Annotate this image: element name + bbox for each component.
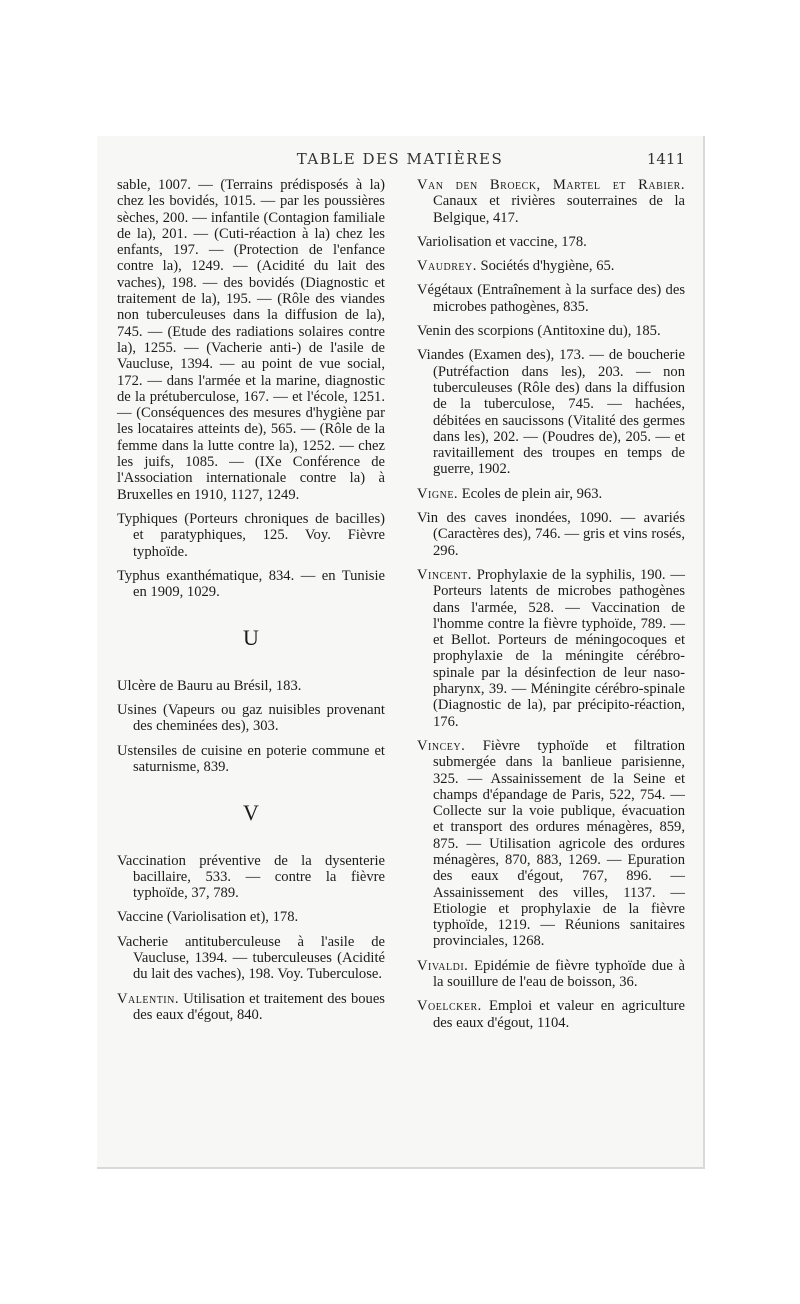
index-entry <box>417 738 685 950</box>
section-letter-u: U <box>243 625 259 651</box>
index-entry <box>117 934 385 983</box>
entry-text: Utilisation et traitement des boues des eaux d'égout, 840. <box>133 990 385 1023</box>
entry-text: Vin des caves inondées, 1090. — avariés (Caractères des), 746. — gris et vins rosés, 296. <box>417 510 685 559</box>
section-letter-v: V <box>243 800 259 826</box>
entry-text: Viandes (Examen des), 173. — de boucherie (Putréfaction dans les), 203. — non tuberculeuses (Rôle des) dans la diffusion de la tuberculose, 745. — hachées, débitées en saucissons (Vitalité des germes dans les), 202. — (Poudres de), 205. — et ravitaillement des troupes en temps de guerre, 1902. <box>417 347 685 478</box>
index-entry <box>417 282 685 315</box>
entry-text: Epidémie de fièvre typhoïde due à la souillure de l'eau de boisson, 36. <box>433 957 685 991</box>
author-name: Vincent. <box>417 566 472 583</box>
entry-text: Vacherie antituberculeuse à l'asile de Vaucluse, 1394. — tuberculeuses (Acidité du lait des vaches), 198. Voy. Tuberculose. <box>117 933 385 983</box>
index-entry <box>417 234 685 250</box>
index-entry <box>417 567 685 730</box>
author-name: Valentin. <box>117 990 180 1007</box>
running-header <box>97 150 703 172</box>
author-name: Vigne. <box>417 485 459 502</box>
right-column <box>417 177 685 1039</box>
index-entry: Ulcère de Bauru au Brésil, 183. <box>117 677 302 694</box>
index-entry-continuation: sable, 1007. — (Terrains prédisposés à la) chez les bovidés, 1015. — par les poussières sèches, 200. — infantile (Contagion familiale de la), 201. — (Cuti-réaction à la) chez les enfants, 197. — (Protection de l'enfance contre la), 1249. — (Acidité du lait des vaches), 198. — des bovidés (Diagnostic et traitement de la), 195. — (Rôle des viandes non tuberculeuses dans la diffusion de la), 745. — (Etude des radiations solaires contre la), 1255. — (Vacherie anti-) de l'asile de Vaucluse, 1394. — au point de vue social, 172. — dans l'armée et la marine, diagnostic de la prétuberculose, 167. — et l'école, 1251. — (Conséquences des mesures d'hygiène par les locataires atteints de), 565. — (Rôle de la femme dans la lutte contre la), 1252. — chez les juifs, 1085. — (IXe Conférence de l'Association internationale contre la) à Bruxelles en 1910, 1127, 1249. <box>117 177 385 503</box>
index-entry <box>417 958 685 991</box>
author-name: Vaudrey. <box>417 258 477 275</box>
author-name: Vivaldi. <box>417 957 469 974</box>
index-entry: Typhiques (Porteurs chroniques de bacilles) et paratyphiques, 125. Voy. Fièvre typhoïde. <box>117 510 385 560</box>
index-entry <box>417 347 685 477</box>
left-column <box>117 177 385 1031</box>
entry-text: Venin des scorpions (Antitoxine du), 185. <box>417 323 661 340</box>
entry-text: Emploi et valeur en agriculture des eaux d'égout, 1104. <box>433 998 685 1031</box>
book-page <box>97 136 705 1169</box>
author-name: Van den Broeck, Martel et Rabier. <box>417 177 685 193</box>
author-name: Voelcker. <box>417 998 482 1015</box>
index-entry <box>417 177 685 226</box>
entry-text: Canaux et rivières souterraines de la Belgique, 417. <box>433 193 685 226</box>
author-name: Vincey. <box>417 737 466 754</box>
entry-text: Végétaux (Entraînement à la surface des) des microbes pathogènes, 835. <box>417 282 685 315</box>
index-entry: Typhus exanthématique, 834. — en Tunisie en 1909, 1029. <box>117 567 385 601</box>
index-entry <box>117 909 385 925</box>
entry-text: Prophylaxie de la syphilis, 190. — Porteurs latents de microbes pathogènes dans l'armée, 528. — Vaccination de l'homme contre la fièvre typhoïde, 789. — et Bellot. Porteurs de méningocoques et prophylaxie de la méningite cérébro-spinale par la désinfection de leur naso-pharynx, 39. — Méningite cérébro-spinale (Diagnostic de la), par précipito-réaction, 176. <box>433 566 685 730</box>
index-entry <box>417 486 685 502</box>
entry-text: Vaccination préventive de la dysenterie bacillaire, 533. — contre la fièvre typhoïde, 37, 789. <box>117 852 385 902</box>
entry-text: Ecoles de plein air, 963. <box>458 485 603 502</box>
index-entry <box>417 323 685 339</box>
entry-text: Vaccine (Variolisation et), 178. <box>117 909 299 926</box>
index-entry <box>117 853 385 902</box>
index-entry <box>417 510 685 559</box>
index-entry: Usines (Vapeurs ou gaz nuisibles provenant des cheminées des), 303. <box>117 702 385 735</box>
entry-text: Sociétés d'hygiène, 65. <box>476 258 615 275</box>
index-entry: Ustensiles de cuisine en poterie commune et saturnisme, 839. <box>117 742 385 775</box>
index-entry <box>417 998 685 1031</box>
header-title: TABLE DES MATIÈRES <box>296 150 504 168</box>
index-entry <box>417 258 685 274</box>
entry-text: Fièvre typhoïde et filtration submergée dans la banlieue parisienne, 325. — Assainissement de la Seine et champs d'épandage de Paris, 522, 754. — Collecte sur la voie publique, évacuation et transport des ordures ménagères, 859, 875. — Utilisation agricole des ordures ménagères, 870, 883, 1269. — Epuration des eaux d'égout, 767, 896. — Assainissement des villes, 1137. — Etiologie et prophylaxie de la fièvre typhoïde, 1219. — Réunions sanitaires provinciales, 1268. <box>433 737 685 950</box>
page-number: 1411 <box>646 150 685 168</box>
entry-text: Variolisation et vaccine, 178. <box>417 233 587 250</box>
index-entry <box>117 991 385 1024</box>
